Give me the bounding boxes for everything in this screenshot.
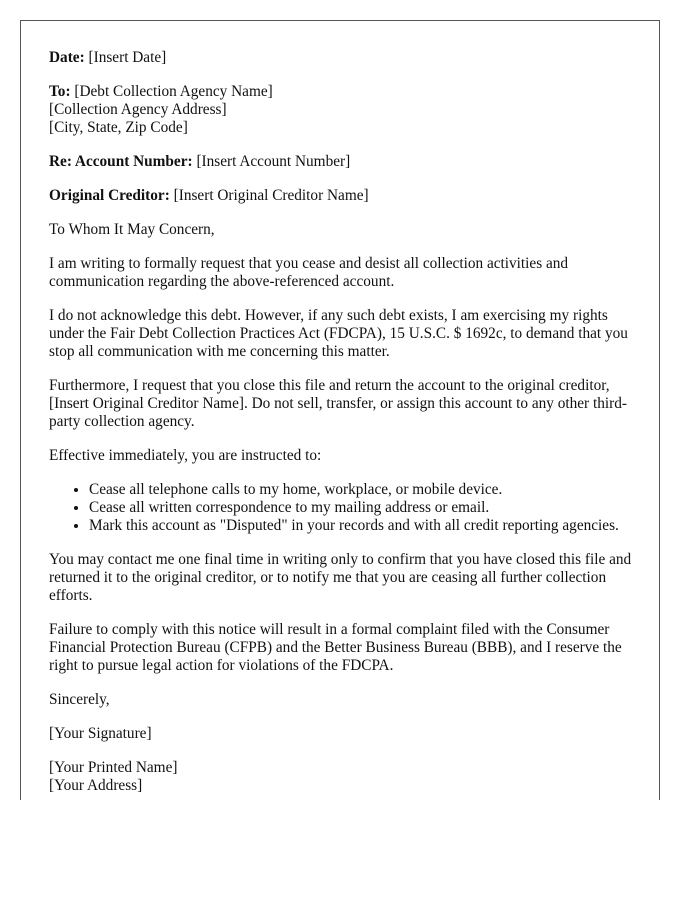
creditor-name: [Insert Original Creditor Name]	[173, 187, 369, 204]
signature: [Your Signature]	[49, 725, 152, 742]
list-item: • Mark this account as "Disputed" in your records and with all credit reporting agencies.	[89, 517, 639, 535]
recipient-address: [Collection Agency Address]	[49, 101, 227, 118]
recipient-block	[49, 83, 639, 137]
instructions-list	[49, 481, 639, 535]
salutation: To Whom It May Concern,	[49, 221, 215, 238]
account-number: [Insert Account Number]	[196, 153, 351, 170]
date-line	[49, 49, 639, 67]
date-label: Date:	[49, 49, 85, 66]
instructions-intro: Effective immediately, you are instructed to:	[49, 447, 322, 464]
recipient-name-line	[49, 83, 639, 101]
to-label: To:	[49, 83, 71, 100]
letter-page	[20, 20, 660, 800]
recipient-name: [Debt Collection Agency Name]	[74, 83, 273, 100]
list-item: • Cease all written correspondence to my mailing address or email.	[89, 499, 639, 517]
paragraph-final-contact: You may contact me one final time in writing only to confirm that you have closed this file and returned it to the original creditor, or to notify me that you are ceasing all further collection efforts.	[49, 551, 632, 604]
re-label: Re: Account Number:	[49, 153, 193, 170]
letter-body	[49, 49, 639, 800]
paragraph-fdcpa: I do not acknowledge this debt. However, if any such debt exists, I am exercising my rights under the Fair Debt Collection Practices Act (FDCPA), 15 U.S.C. $ 1692c, to demand that you stop all communication with me concerning this matter.	[49, 307, 628, 360]
creditor-label: Original Creditor:	[49, 187, 170, 204]
sender-block	[49, 759, 639, 795]
original-creditor-line	[49, 187, 639, 205]
paragraph-cease-request: I am writing to formally request that you cease and desist all collection activities and communication regarding the above-referenced account.	[49, 255, 569, 290]
paragraph-consequences: Failure to comply with this notice will result in a formal complaint filed with the Consumer Financial Protection Bureau (CFPB) and the Better Business Bureau (BBB), and I reserve the right to pursue legal action for violations of the FDCPA.	[49, 621, 622, 674]
date-value: [Insert Date]	[88, 49, 167, 66]
closing: Sincerely,	[49, 691, 110, 708]
list-item: • Cease all telephone calls to my home, workplace, or mobile device.	[89, 481, 639, 499]
paragraph-return-account: Furthermore, I request that you close this file and return the account to the original creditor, [Insert Original Creditor Name]. Do not sell, transfer, or assign this account to any other third-party collection agency.	[49, 377, 627, 430]
sender-address: [Your Address]	[49, 777, 143, 794]
re-line	[49, 153, 639, 171]
recipient-city: [City, State, Zip Code]	[49, 119, 188, 136]
printed-name: [Your Printed Name]	[49, 759, 178, 776]
